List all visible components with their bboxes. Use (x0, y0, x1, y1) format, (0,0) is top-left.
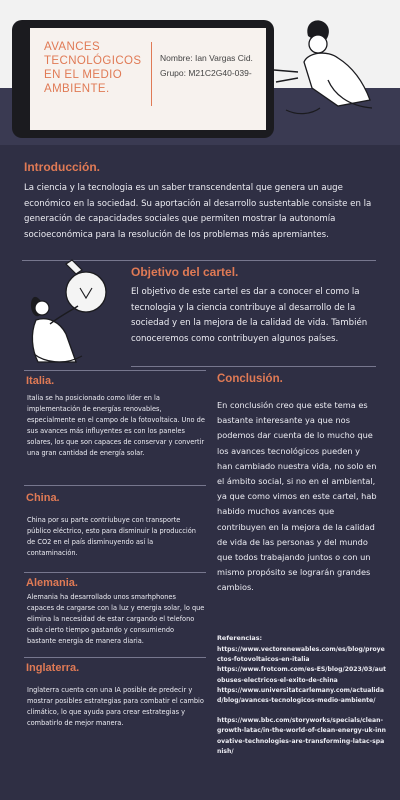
objective-heading: Objetivo del cartel. (131, 265, 239, 279)
author-info (160, 52, 265, 82)
china-heading: China. (26, 492, 60, 504)
reference-link[interactable]: https://www.universitatcarlemany.com/actualidad/blog/avances-tecnologicos-medio-ambiente/ (217, 686, 384, 705)
intro-heading: Introducción. (24, 160, 100, 174)
italy-heading: Italia. (26, 375, 55, 387)
england-text: Inglaterra cuenta con una IA posible de predecir y mostrar posibles estrategias para combatir el cambio climático, lo que ayuda para crear estrategias y combatirlo de mejor manera. (27, 686, 204, 727)
references-label: Referencias: (217, 634, 263, 642)
conclusion-text: En conclusión creo que este tema es bastante interesante ya que nos podemos dar cuenta de lo mucho que los avances tecnológicos pueden y han cambiado nuestra vida, no solo en el ámbito social, si no en el ambiental, ya que como vimos en este cartel, hab habido muchos avances que contribuyen en la mejora de la calidad de vida de las personas y del mundo que todos trabajando juntos o con un mismo propósito se lograrán grandes cambios. (217, 400, 377, 593)
divider (24, 370, 206, 371)
divider (24, 572, 206, 573)
title-divider (151, 42, 152, 106)
references-list (217, 645, 387, 757)
lightbulb-illustration (20, 258, 128, 370)
germany-text: Alemania ha desarrollado unos smarhphones capaces de cargarse con la luz y energia solar, lo que elimina la necesidad de estar cargando el telefono cada cierto tiempo gastando y consumiendo bastante energia de manera diaria. (27, 593, 205, 645)
reference-link[interactable]: https://www.bbc.com/storyworks/specials/clean-growth-latac/in-the-world-of-clean-energy-uk-innovative-technologies-are-transforming-latac-spanish/ (217, 717, 386, 755)
divider (131, 366, 376, 367)
author-group: Grupo: M21C2G40-039- (160, 68, 252, 78)
objective-text: El objetivo de este cartel es dar a conocer el como la tecnologia y la ciencia contribuye al desarrollo de la sociedad y en la mejora de la calidad de vida. También conoceremos como contribuyen algunos países. (131, 287, 368, 344)
england-heading: Inglaterra. (26, 662, 80, 674)
germany-heading: Alemania. (26, 577, 78, 589)
reference-link[interactable]: https://www.vectorenewables.com/es/blog/proyectos-fotovoltaicos-en-italia (217, 646, 385, 664)
reference-link[interactable]: https://www.frotcom.com/es-ES/blog/2023/03/autobuses-electricos-el-exito-de-china (217, 666, 386, 684)
poster-title: AVANCES TECNOLÓGICOS EN EL MEDIO AMBIENTE. (44, 41, 142, 95)
person-illustration (268, 14, 393, 132)
china-text: China por su parte contriubuye con transporte público eléctrico, esto para disminuir la producción de CO2 en el país disminuyendo así la contaminación. (27, 516, 196, 557)
italy-text: Italia se ha posicionado como líder en la implementación de energías renovables, especialmente en el campo de la fotovoltaica. Uno de sus avances más influyentes es con los paneles solares, los que son capaces de conservar y convertir una gran cantidad de energía solar. (27, 394, 205, 457)
intro-text: La ciencia y la tecnologia es un saber transcendental que genera un auge económico en la sociedad. Su aportación al desarrollo sustentable consiste en la generación de capacidades sociales que permiten mostrar la autonomía socioeconómica para la resolución de los problemas más apremiantes. (24, 183, 372, 240)
author-name: Nombre: Ian Vargas Cid. (160, 53, 253, 63)
divider (24, 485, 206, 486)
conclusion-heading: Conclusión. (217, 373, 283, 385)
divider (24, 657, 206, 658)
